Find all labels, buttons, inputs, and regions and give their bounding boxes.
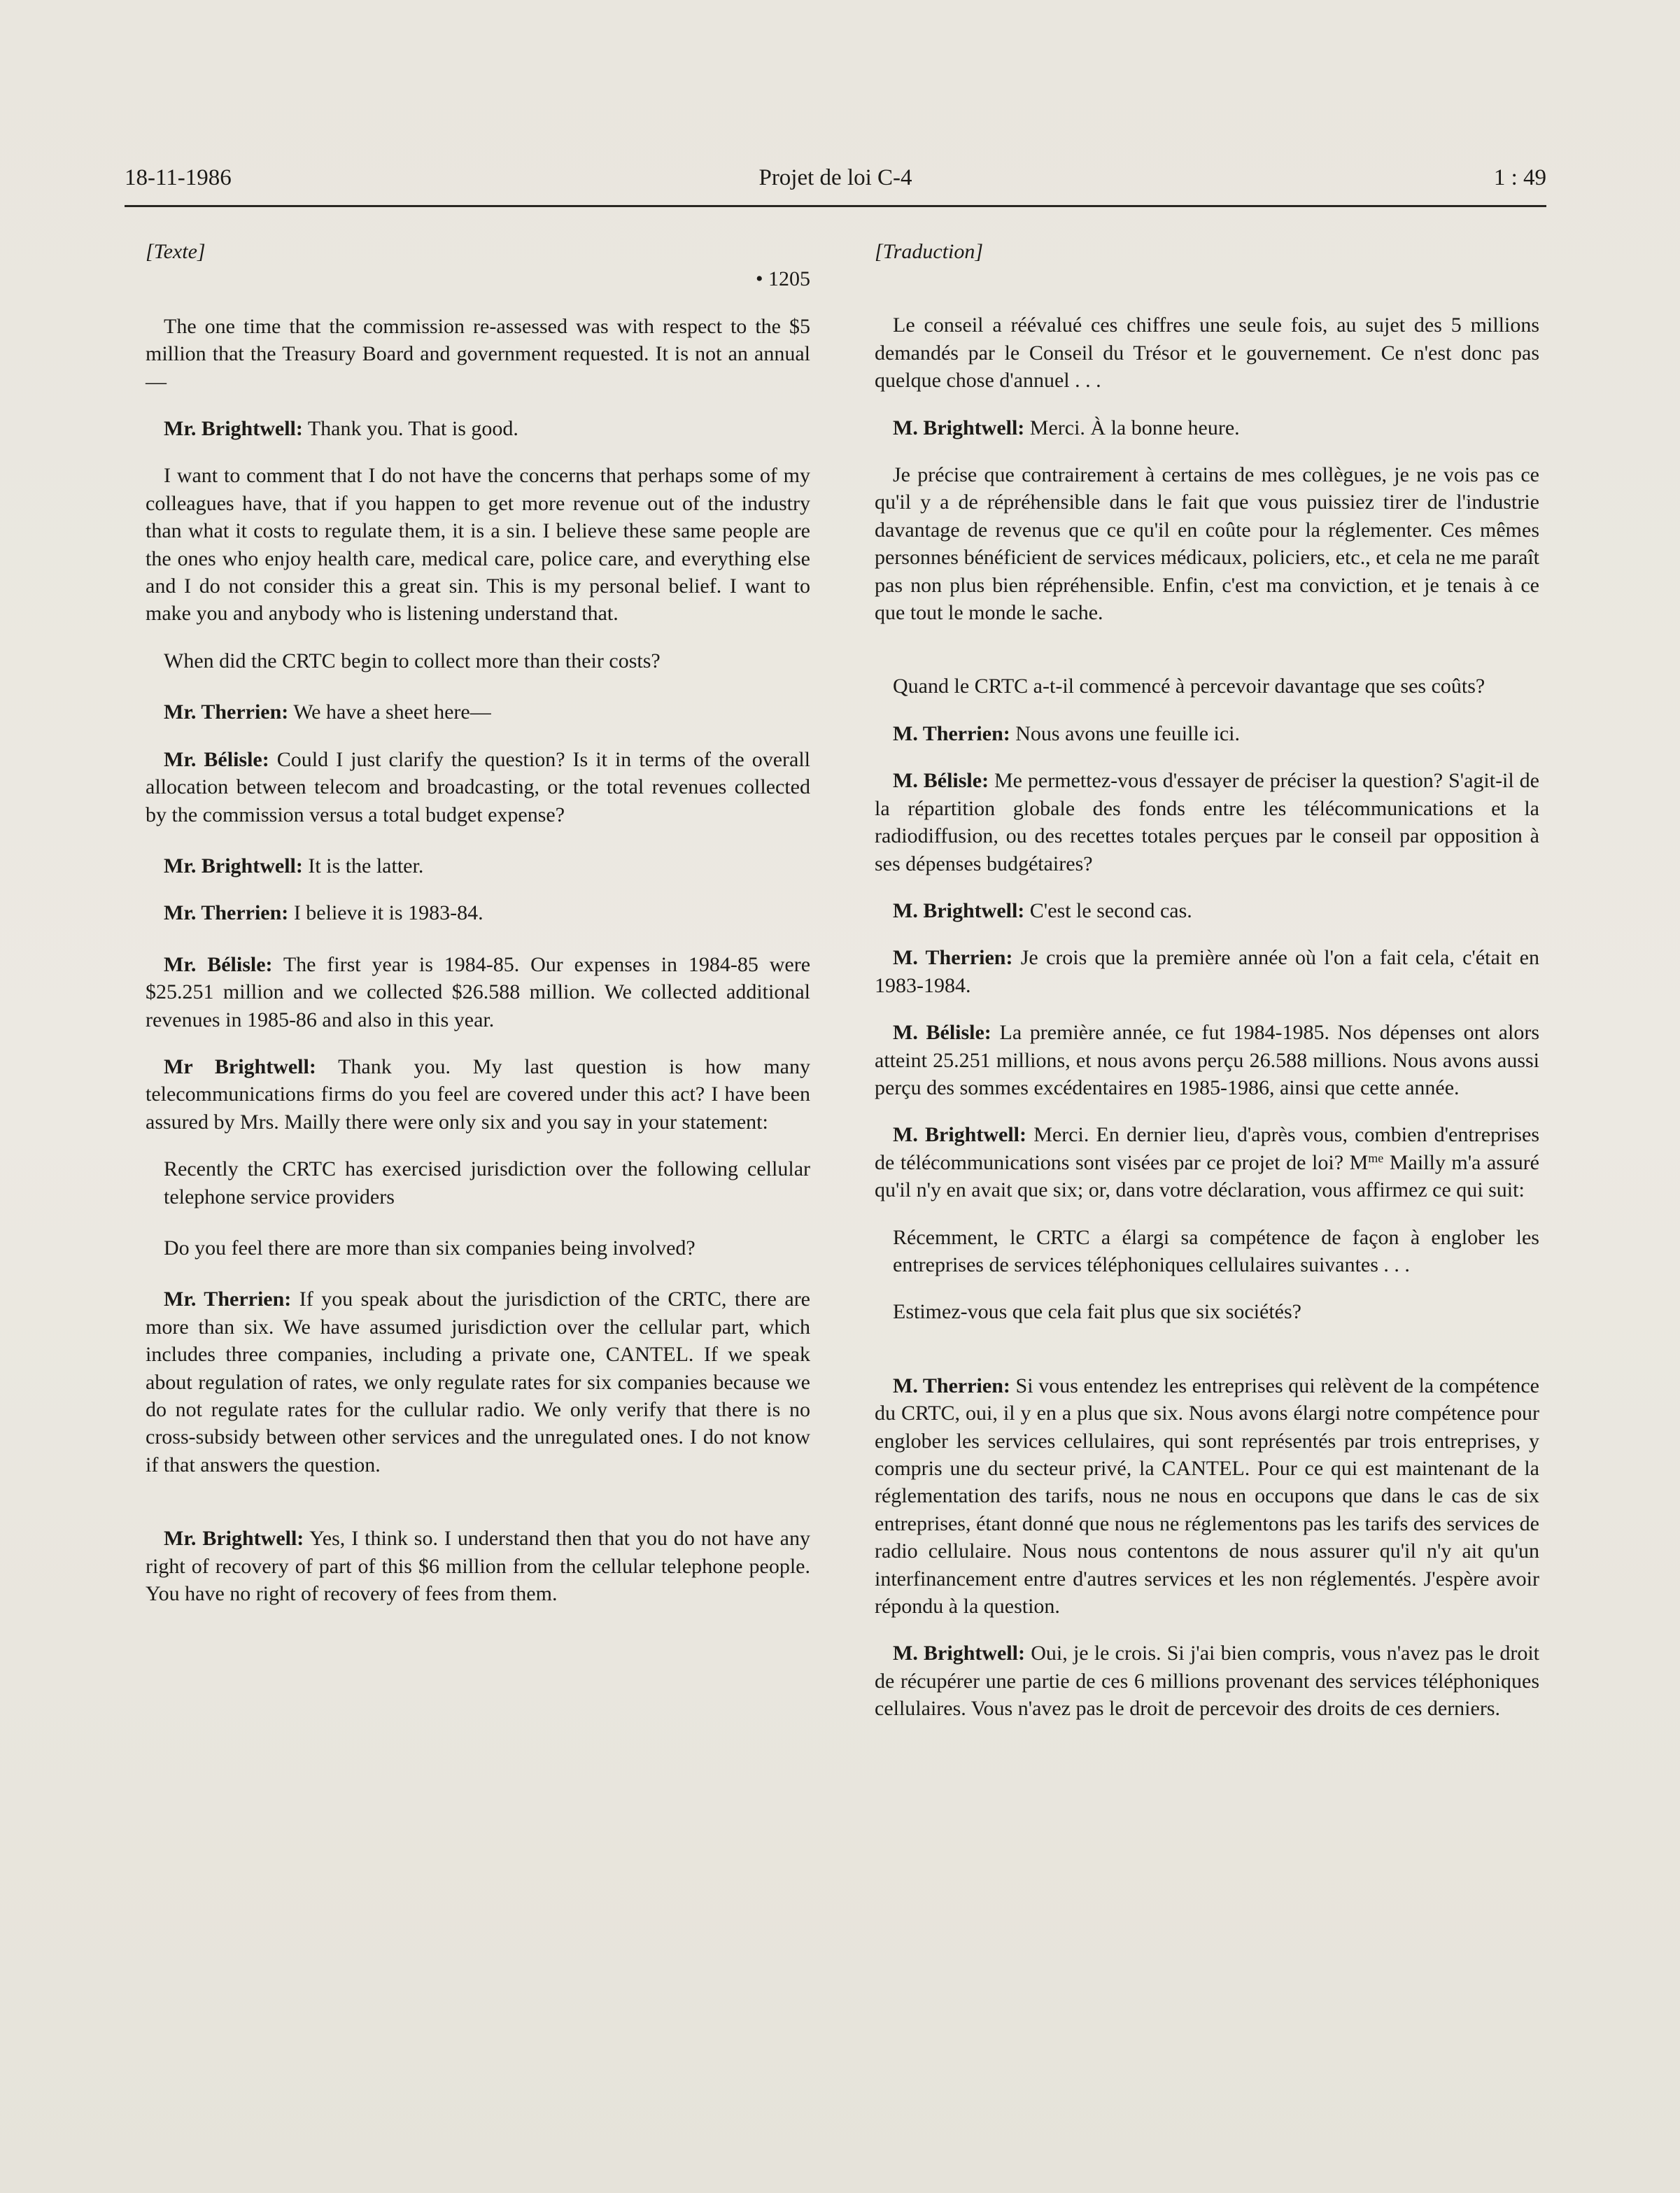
speaker-name: Mr. Therrien: bbox=[164, 700, 289, 724]
speaker-name: Mr. Therrien: bbox=[164, 901, 289, 925]
header-title: Projet de loi C-4 bbox=[758, 165, 912, 190]
paragraph bbox=[875, 1372, 1539, 1621]
english-column bbox=[146, 238, 810, 1607]
speaker-name: Mr. Bélisle: bbox=[164, 747, 269, 771]
paragraph bbox=[875, 944, 1539, 999]
paragraph bbox=[146, 1053, 810, 1136]
speech-text: Thank you. My last question is how many telecommunications firms do you feel are covered under this act? I have been assured by Mrs. Mailly there were only six and you say in your statement: bbox=[146, 1055, 810, 1134]
speech-text: Yes, I think so. I understand then that you do not have any right of recovery of part of this $6 million from the cellular telephone people. You have no right of recovery of fees from them. bbox=[146, 1527, 810, 1606]
paragraph bbox=[875, 1121, 1539, 1204]
paragraph: Quand le CRTC a-t-il commencé à percevoir davantage que ses coûts? bbox=[893, 675, 1485, 698]
speaker-name: M. Brightwell: bbox=[893, 898, 1025, 922]
paragraph bbox=[875, 1019, 1539, 1101]
paragraph: Do you feel there are more than six companies being involved? bbox=[164, 1236, 696, 1260]
speaker-name: Mr. Therrien: bbox=[164, 1288, 292, 1311]
speaker-name: M. Bélisle: bbox=[893, 1021, 991, 1045]
speaker-name: M. Brightwell: bbox=[893, 1642, 1026, 1665]
speaker-name: Mr Brightwell: bbox=[164, 1055, 316, 1078]
superscript: me bbox=[1368, 1150, 1384, 1165]
speech-text: Je crois que la première année où l'on a fait cela, c'était en 1983-1984. bbox=[875, 946, 1539, 997]
speech-text: Could I just clarify the question? Is it in terms of the overall allocation between telecom and broadcasting, or the total revenues collected by the commission versus a total budget expense? bbox=[146, 747, 811, 826]
speaker-name: M. Therrien: bbox=[893, 1374, 1010, 1397]
paragraph bbox=[875, 720, 1539, 747]
running-header bbox=[125, 162, 1546, 204]
speaker-name: Mr. Brightwell: bbox=[164, 417, 303, 441]
paragraph: When did the CRTC begin to collect more than their costs? bbox=[164, 649, 661, 672]
paragraph bbox=[875, 767, 1539, 877]
quoted-statement: Recently the CRTC has exercised jurisdiction over the following cellular telephone service providers bbox=[164, 1157, 810, 1208]
speech-text: Merci. À la bonne heure. bbox=[1024, 416, 1240, 439]
speech-text: If you speak about the jurisdiction of the CRTC, there are more than six. We have assumed jurisdiction over the cellular part, which includes three companies, including a private one, CANTEL. If we speak about regulation of rates, we only regulate rates for six companies because we do not regulate rates for the cullular radio. We only verify that there is no cross-subsidy between other services and the unregulated ones. I do not know if that answers the question. bbox=[146, 1288, 810, 1476]
paragraph bbox=[146, 698, 810, 726]
speaker-name: Mr. Brightwell: bbox=[164, 1527, 304, 1551]
header-date: 18-11-1986 bbox=[125, 165, 232, 190]
paragraph: Le conseil a réévalué ces chiffres une seule fois, au sujet des 5 millions demandés par le Conseil du Trésor et le gouvernement. Ce n'est donc pas quelque chose d'annuel . . . bbox=[875, 313, 1539, 393]
paragraph bbox=[146, 899, 810, 926]
header-page-number: 1 : 49 bbox=[1493, 165, 1546, 190]
paragraph: Je précise que contrairement à certains de mes collègues, je ne vois pas ce qu'il y a de répréhensible dans le fait que vous puissiez tirer de l'industrie davantage de revenus que ce qu'il en coûte pour la réglementer. Ces mêmes personnes bénéficient de services médicaux, policiers, etc., et cela ne me paraît pas non plus bien répréhensible. Enfin, c'est ma conviction, et je tenais à ce que tout le monde le sache. bbox=[875, 463, 1539, 625]
translation-tag: [Traduction] bbox=[875, 240, 984, 263]
paragraph: Estimez-vous que cela fait plus que six sociétés? bbox=[893, 1300, 1301, 1324]
speaker-name: M. Therrien: bbox=[893, 946, 1013, 970]
speech-text: It is the latter. bbox=[302, 854, 424, 877]
paragraph bbox=[875, 414, 1539, 442]
paragraph bbox=[875, 1640, 1539, 1722]
speaker-name: Mr. Brightwell: bbox=[164, 854, 303, 877]
text-tag: [Texte] bbox=[146, 240, 206, 263]
paragraph: The one time that the commission re-assessed was with respect to the $5 million that the Treasury Board and government requested. It is not an annual— bbox=[146, 314, 810, 393]
speech-text: La première année, ce fut 1984-1985. Nos dépenses ont alors atteint 25.251 millions, et nous avons perçu 26.588 millions. Nous avons aussi perçu des sommes excédentaires en 1985-1986, ainsi que cette année. bbox=[875, 1021, 1539, 1099]
speech-text: The first year is 1984-85. Our expenses in 1984-85 were $25.251 million and we collected $26.588 million. We collected additional revenues in 1985-86 and also in this year. bbox=[146, 952, 811, 1031]
speech-text: Si vous entendez les entreprises qui relèvent de la compétence du CRTC, oui, il y en a plus que six. Nous avons élargi notre compétence pour englober les services cellulaires, qui sont représentés par trois entreprises, y compris une du secteur privé, la CANTEL. Pour ce qui est maintenant de la réglementation des tarifs, nous ne nous en occupons que dans le cas de six entreprises, étant donné que nous ne réglementons pas les tarifs des services de radio cellulaire. Nous nous contentons de nous assurer qu'il n'y ait qu'un interfinancement entre d'autres services et les non réglementés. J'espère avoir répondu à la question. bbox=[875, 1374, 1539, 1619]
speaker-name: Mr. Bélisle: bbox=[164, 952, 273, 976]
paragraph bbox=[146, 852, 810, 880]
speech-text: Me permettez-vous d'essayer de préciser la question? S'agit-il de la répartition globale des fonds entre les télécommunications et la radiodiffusion, ou des recettes totales perçues par le conseil par opposition à ses dépenses budgétaires? bbox=[875, 769, 1539, 875]
paragraph bbox=[875, 897, 1539, 924]
paragraph bbox=[146, 951, 810, 1034]
speech-text: We have a sheet here— bbox=[288, 700, 491, 724]
paragraph bbox=[146, 1525, 810, 1607]
french-column bbox=[875, 238, 1539, 1723]
paragraph bbox=[146, 746, 810, 828]
speaker-name: M. Brightwell: bbox=[893, 416, 1025, 439]
speech-text: Thank you. That is good. bbox=[302, 417, 518, 441]
speech-text: C'est le second cas. bbox=[1024, 898, 1192, 922]
paragraph: I want to comment that I do not have the concerns that perhaps some of my colleagues have, that if you happen to get more revenue out of the industry than what it costs to regulate them, it is a sin. I believe these same people are the ones who enjoy health care, medical care, police care, and everything else and I do not consider this a great sin. This is my personal belief. I want to make you and anybody who is listening understand that. bbox=[146, 464, 810, 626]
speech-text: Oui, je le crois. Si j'ai bien compris, vous n'avez pas le droit de récupérer une partie de ces 6 millions provenant des services téléphoniques cellulaires. Vous n'avez pas le droit de percevoir des droits de ces derniers. bbox=[875, 1642, 1539, 1721]
speech-text: Merci. En dernier lieu, d'après vous, combien d'entreprises de télécommunications sont visées par ce projet de loi? M bbox=[875, 1123, 1539, 1174]
speech-text: Nous avons une feuille ici. bbox=[1010, 721, 1241, 745]
speaker-name: M. Therrien: bbox=[893, 721, 1010, 745]
paragraph bbox=[146, 1285, 810, 1479]
speech-text: I believe it is 1983-84. bbox=[288, 901, 483, 925]
quoted-statement: Récemment, le CRTC a élargi sa compétence de façon à englober les entreprises de services téléphoniques cellulaires suivantes . . . bbox=[893, 1225, 1539, 1276]
speech-text: Mailly m'a assuré qu'il n'y en avait que six; or, dans votre déclaration, vous affirmez ce qui suit: bbox=[875, 1150, 1539, 1202]
speaker-name: M. Brightwell: bbox=[893, 1123, 1026, 1147]
speaker-name: M. Bélisle: bbox=[893, 769, 989, 793]
paragraph bbox=[146, 415, 810, 442]
header-rule bbox=[125, 205, 1546, 207]
time-marker: • 1205 bbox=[755, 267, 810, 291]
